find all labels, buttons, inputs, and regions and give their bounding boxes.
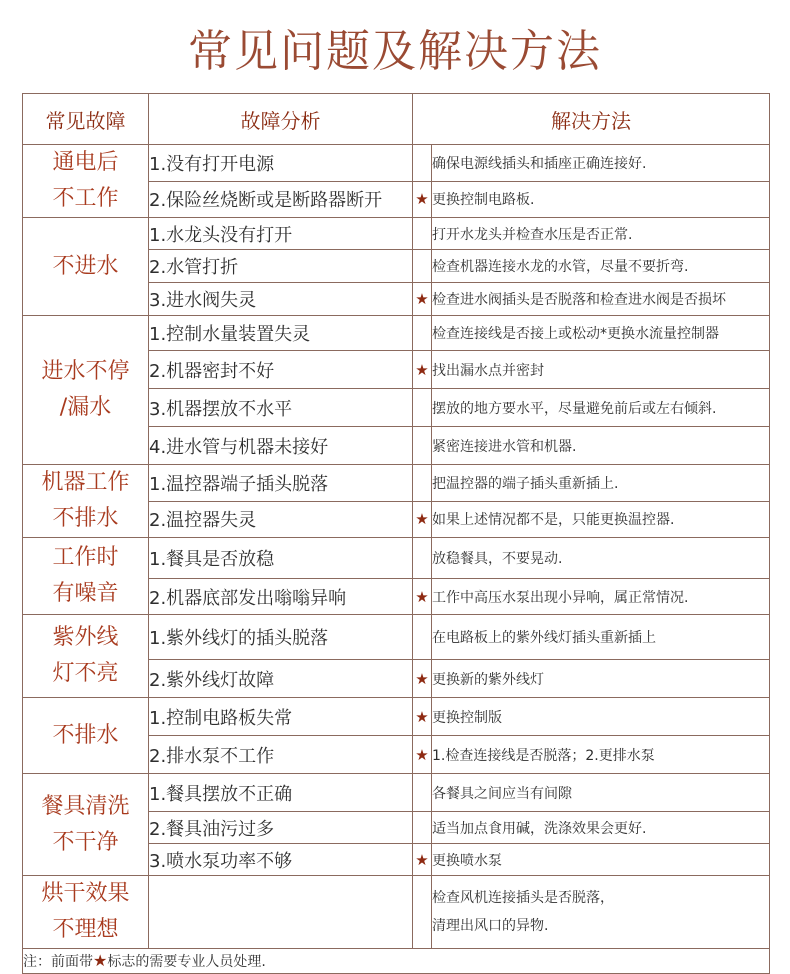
star-marker [413, 427, 432, 465]
solution-cell: 紧密连接进水管和机器. [432, 427, 770, 465]
note-suffix: 标志的需要专业人员处理. [107, 954, 266, 970]
category-line: 机器工作 [41, 470, 130, 495]
category-line: 不进水 [52, 253, 119, 279]
solution-cell: 如果上述情况都不是，只能更换温控器. [432, 501, 770, 538]
footnote [23, 949, 770, 974]
category-line: 通电后 [52, 150, 119, 175]
category-line: 不干净 [52, 829, 119, 855]
page-title: 常见问题及解决方法 [188, 26, 602, 77]
table-row [23, 218, 770, 250]
category-line: 紫外线 [52, 625, 119, 650]
cause-cell: 2.保险丝烧断或是断路器断开 [149, 181, 413, 218]
category-line: 烘干效果 [41, 881, 130, 906]
solution-cell: 放稳餐具，不要晃动. [432, 538, 770, 579]
table-row [23, 774, 770, 812]
cause-cell: 2.温控器失灵 [149, 501, 413, 538]
cause-cell: 2.餐具油污过多 [149, 812, 413, 844]
category-line: 餐具清洗 [41, 793, 130, 819]
cause-cell: 2.机器底部发出嗡嗡异响 [149, 579, 413, 615]
table-header-row [23, 94, 770, 145]
category-line: 不排水 [52, 506, 119, 531]
category-cell [23, 145, 149, 218]
solution-cell: 把温控器的端子插头重新插上. [432, 465, 770, 502]
star-marker: ★ [413, 351, 432, 389]
star-marker [413, 538, 432, 579]
category-line: 有噪音 [52, 581, 119, 606]
star-marker [413, 812, 432, 844]
cause-cell: 1.控制电路板失常 [149, 698, 413, 736]
category-cell [23, 698, 149, 774]
star-marker [413, 389, 432, 427]
note-row [23, 949, 770, 974]
category-line: 不排水 [52, 722, 119, 748]
cause-cell: 4.进水管与机器未接好 [149, 427, 413, 465]
star-marker [413, 774, 432, 812]
category-line: 灯不亮 [52, 661, 119, 686]
cause-cell: 2.排水泵不工作 [149, 736, 413, 774]
solution-cell: 更换喷水泵 [432, 844, 770, 876]
category-line: 进水不停 [41, 359, 130, 384]
category-cell [23, 316, 149, 465]
cause-cell: 1.温控器端子插头脱落 [149, 465, 413, 502]
cause-cell: 1.没有打开电源 [149, 145, 413, 182]
table-row [23, 615, 770, 660]
solution-cell: 在电路板上的紫外线灯插头重新插上 [432, 615, 770, 660]
table-row [23, 538, 770, 579]
star-marker: ★ [413, 579, 432, 615]
solution-cell: 1.检查连接线是否脱落；2.更排水泵 [432, 736, 770, 774]
solution-cell: 打开水龙头并检查水压是否正常. [432, 218, 770, 250]
solution-cell: 更换新的紫外线灯 [432, 660, 770, 698]
cause-cell: 1.紫外线灯的插头脱落 [149, 615, 413, 660]
solution-cell: 更换控制版 [432, 698, 770, 736]
note-prefix: 注：前面带 [23, 954, 93, 970]
category-cell [23, 615, 149, 698]
cause-cell: 2.机器密封不好 [149, 351, 413, 389]
star-marker [413, 465, 432, 502]
category-line: 不理想 [52, 917, 119, 942]
star-marker: ★ [413, 698, 432, 736]
solution-cell: 适当加点食用碱，洗涤效果会更好. [432, 812, 770, 844]
header-solution: 解决方法 [413, 94, 770, 145]
table-row [23, 145, 770, 182]
star-marker: ★ [413, 181, 432, 218]
star-marker [413, 876, 432, 949]
table-row [23, 465, 770, 502]
cause-cell: 3.喷水泵功率不够 [149, 844, 413, 876]
star-icon: ★ [93, 951, 108, 970]
table-row [23, 876, 770, 949]
table-row [23, 316, 770, 351]
table-row [23, 698, 770, 736]
cause-cell: 1.控制水量装置失灵 [149, 316, 413, 351]
fault-table [22, 93, 770, 974]
solution-cell [432, 876, 770, 949]
star-marker [413, 145, 432, 182]
category-cell [23, 465, 149, 538]
star-marker [413, 316, 432, 351]
category-cell [23, 538, 149, 615]
cause-cell: 2.紫外线灯故障 [149, 660, 413, 698]
star-marker: ★ [413, 660, 432, 698]
solution-cell: 检查机器连接水龙的水管，尽量不要折弯. [432, 250, 770, 283]
star-marker [413, 250, 432, 283]
fault-table-body [23, 145, 770, 974]
cause-cell: 3.机器摆放不水平 [149, 389, 413, 427]
solution-cell: 检查连接线是否接上或松动*更换水流量控制器 [432, 316, 770, 351]
category-line: 工作时 [52, 545, 119, 570]
solution-cell: 工作中高压水泵出现小异响，属正常情况. [432, 579, 770, 615]
star-marker: ★ [413, 736, 432, 774]
category-cell [23, 876, 149, 949]
cause-cell: 1.餐具是否放稳 [149, 538, 413, 579]
star-marker [413, 615, 432, 660]
solution-cell: 更换控制电路板. [432, 181, 770, 218]
cause-cell: 1.餐具摆放不正确 [149, 774, 413, 812]
category-cell [23, 218, 149, 316]
star-marker: ★ [413, 844, 432, 876]
category-line: /漏水 [59, 395, 112, 420]
solution-cell: 摆放的地方要水平，尽量避免前后或左右倾斜. [432, 389, 770, 427]
category-cell [23, 774, 149, 876]
cause-cell: 3.进水阀失灵 [149, 283, 413, 316]
solution-cell: 各餐具之间应当有间隙 [432, 774, 770, 812]
category-line: 不工作 [52, 186, 119, 211]
star-marker: ★ [413, 501, 432, 538]
header-category: 常见故障 [23, 94, 149, 145]
cause-cell: 2.水管打折 [149, 250, 413, 283]
solution-cell: 检查进水阀插头是否脱落和检查进水阀是否损坏 [432, 283, 770, 316]
solution-cell: 确保电源线插头和插座正确连接好. [432, 145, 770, 182]
solution-line: 清理出风口的异物. [432, 918, 549, 934]
star-marker: ★ [413, 283, 432, 316]
star-marker [413, 218, 432, 250]
header-analysis: 故障分析 [149, 94, 413, 145]
cause-cell [149, 876, 413, 949]
cause-cell: 1.水龙头没有打开 [149, 218, 413, 250]
solution-line: 检查风机连接插头是否脱落， [432, 890, 614, 906]
solution-cell: 找出漏水点并密封 [432, 351, 770, 389]
